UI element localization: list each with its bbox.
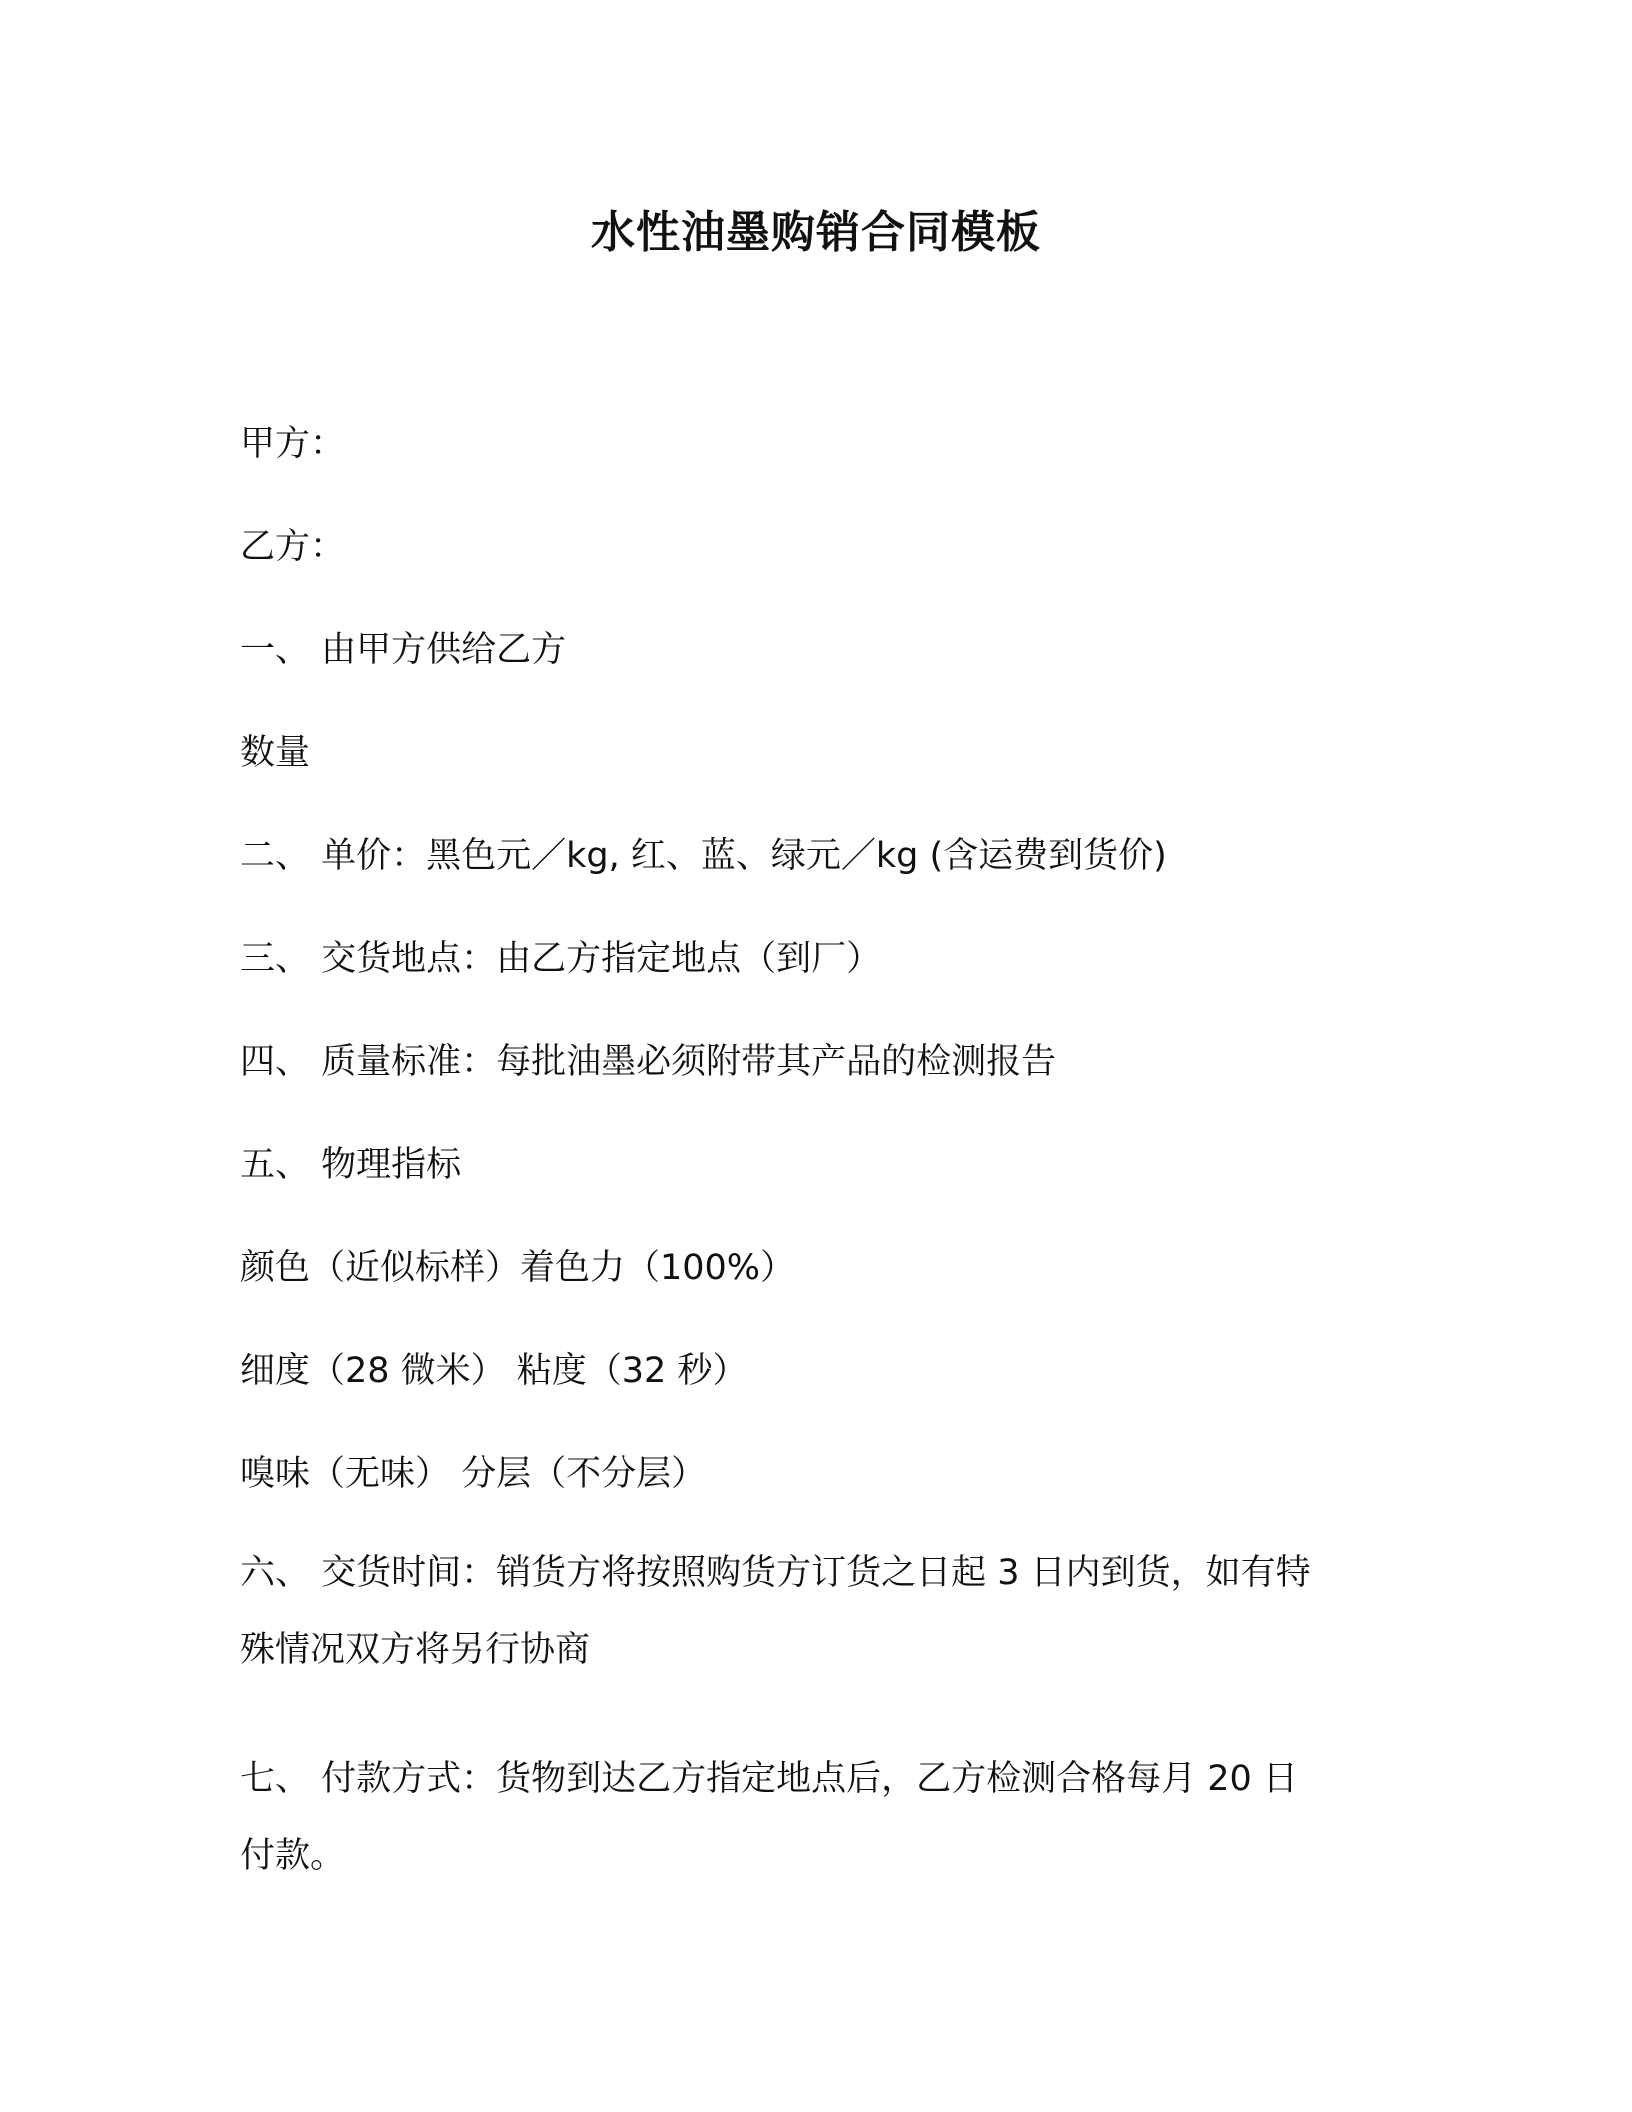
clause-5-physical-indicators: 五、 物理指标 [240,1145,462,1185]
odor-layering-line: 嗅味（无味） 分层（不分层） [240,1454,707,1494]
clause-6-line-2: 殊情况双方将另行协商 [240,1630,591,1670]
fineness-viscosity-line: 细度（28 微米） 粘度（32 秒） [240,1351,748,1391]
clause-4-quality-standard: 四、 质量标准：每批油墨必须附带其产品的检测报告 [240,1042,1057,1082]
clause-7-line-2: 付款。 [240,1836,346,1876]
clause-7-line-1: 七、 付款方式：货物到达乙方指定地点后，乙方检测合格每月 20 日 [240,1759,1298,1799]
document-title: 水性油墨购销合同模板 [591,207,1041,258]
quantity-line: 数量 [240,733,311,773]
clause-3-delivery-place: 三、 交货地点：由乙方指定地点（到厂） [240,939,882,979]
color-strength-line: 颜色（近似标样）着色力（100%） [240,1248,796,1288]
party-b-line: 乙方： [240,527,346,567]
clause-6-line-1: 六、 交货时间：销货方将按照购货方订货之日起 3 日内到货，如有特 [240,1553,1311,1593]
clause-1-supply: 一、 由甲方供给乙方 [240,630,567,670]
clause-2-unit-price: 二、 单价：黑色元／kg, 红、蓝、绿元／kg (含运费到货价) [240,836,1167,876]
party-a-line: 甲方： [240,424,346,464]
clause-6-delivery-time [240,1535,1390,1689]
clause-7-payment-method [240,1741,1390,1895]
